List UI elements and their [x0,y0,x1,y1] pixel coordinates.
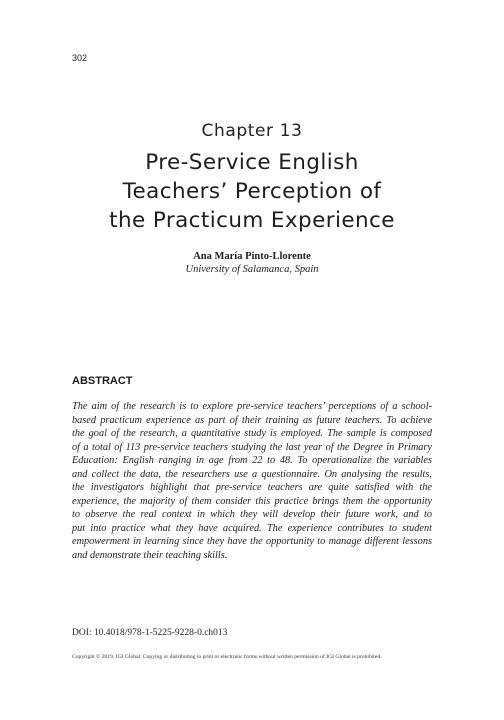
chapter-title-line: Teachers’ Perception of [122,179,382,204]
chapter-title-line: the Practicum Experience [109,208,395,233]
chapter-title-line: Pre-Service English [145,150,359,175]
abstract-line: put into practice what they have acquired. The experience contributes to student [72,522,432,534]
abstract-line: The aim of the research is to explore pre-service teachers’ perceptions of a school- [72,401,432,412]
abstract-line: the goal of the research, a quantitative study is employed. The sample is composed [72,428,432,439]
abstract-heading: ABSTRACT [72,375,133,387]
abstract-line: the investigators highlight that pre-service teachers are quite satisfied with the [72,482,432,493]
abstract-line: based practicum experience as part of their training as future teachers. To achieve [72,414,432,426]
author-name: Ana María Pinto-Llorente [193,251,311,262]
doi: DOI: 10.4018/978-1-5225-9228-0.ch013 [72,628,228,638]
chapter-label: Chapter 13 [201,121,303,141]
abstract-body [72,400,432,562]
abstract-line: and collect the data, the researchers use a questionnaire. On analysing the results, [72,468,432,480]
author-affiliation: University of Salamanca, Spain [185,264,319,275]
page-number: 302 [72,53,88,63]
abstract-line: empowerment in learning since they have the opportunity to manage different lessons [72,536,432,547]
abstract-line: experience, the majority of them consider this practice brings them the opportunity [72,495,432,507]
abstract-line: to observe the real context in which they will develop their future work, and to [72,509,432,520]
abstract-line: and demonstrate their teaching skills. [72,549,228,561]
chapter-title [0,148,504,235]
abstract-line: of a total of 113 pre-service teachers studying the last year of the Degree in Primary [72,441,432,453]
copyright-notice: Copyright © 2019, IGI Global. Copying or distributing in print or electronic forms without written permission of IGI Global is prohibited. [72,654,382,660]
abstract-line: Education: English ranging in age from 22 to 48. To operationalize the variables [72,455,432,466]
